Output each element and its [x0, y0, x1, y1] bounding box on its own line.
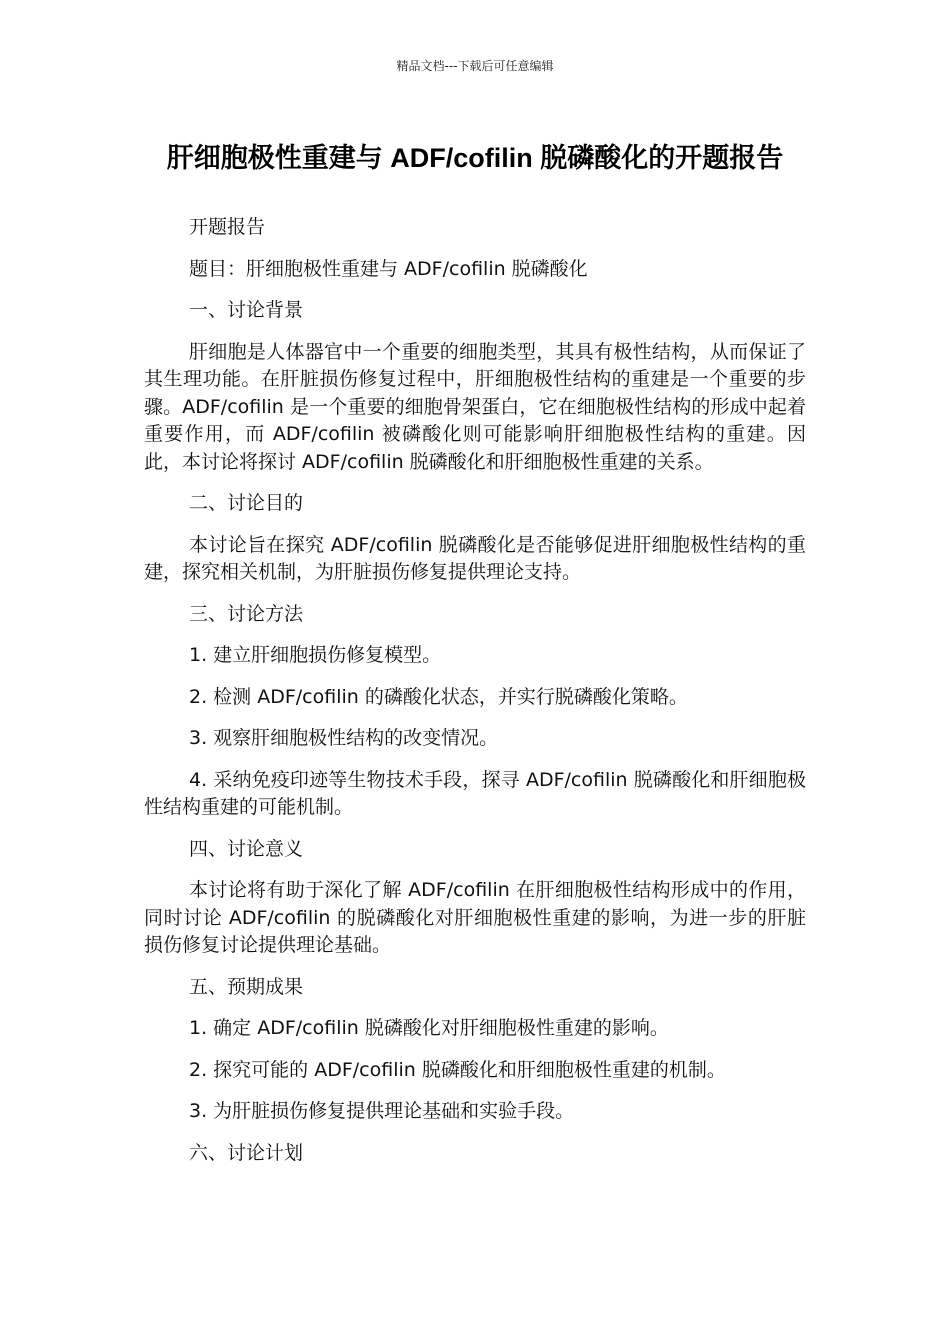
- section-heading-plan: 六、讨论计划: [189, 1141, 304, 1164]
- section-heading-significance: 四、讨论意义: [189, 837, 304, 860]
- document-body: [144, 214, 806, 1181]
- outcome-item-3: 3. 为肝脏损伤修复提供理论基础和实验手段。: [189, 1100, 575, 1122]
- method-item-2: 2. 检测 ADF/cofilin 的磷酸化状态，并实行脱磷酸化策略。: [189, 685, 688, 708]
- header-note: 精品文档---下载后可任意编辑: [396, 59, 554, 73]
- section-heading-purpose: 二、讨论目的: [189, 492, 304, 514]
- section-heading-background: 一、讨论背景: [189, 299, 304, 321]
- purpose-paragraph: 本讨论旨在探究 ADF/cofilin 脱磷酸化是否能够促进肝细胞极性结构的重建，探究相关机制，为肝脏损伤修复提供理论支持。: [144, 533, 806, 583]
- document-title: 肝细胞极性重建与 ADF/cofilin 脱磷酸化的开题报告: [166, 143, 784, 173]
- method-item-4: 4. 采纳免疫印迹等生物技术手段，探寻 ADF/cofilin 脱磷酸化和肝细胞极性结构重建的可能机制。: [144, 768, 806, 818]
- report-label: 开题报告: [189, 216, 266, 238]
- significance-paragraph: 本讨论将有助于深化了解 ADF/cofilin 在肝细胞极性结构形成中的作用，同时讨论 ADF/cofilin 的脱磷酸化对肝细胞极性重建的影响，为进一步的肝脏损伤修复讨论提供理论基础。: [144, 879, 806, 956]
- section-heading-methods: 三、讨论方法: [189, 602, 304, 625]
- outcome-item-2: 2. 探究可能的 ADF/cofilin 脱磷酸化和肝细胞极性重建的机制。: [189, 1058, 726, 1081]
- background-paragraph: 肝细胞是人体器官中一个重要的细胞类型，其具有极性结构，从而保证了其生理功能。在肝脏损伤修复过程中，肝细胞极性结构的重建是一个重要的步骤。ADF/cofilin 是一个重要的细胞骨架蛋白，它在细胞极性结构的形成中起着重要作用，而 ADF/cofilin 被磷酸化则可能影响肝细胞极性结构的重建。因此，本讨论将探讨 ADF/cofilin 脱磷酸化和肝细胞极性重建的关系。: [144, 340, 806, 473]
- outcome-item-1: 1. 确定 ADF/cofilin 脱磷酸化对肝细胞极性重建的影响。: [189, 1017, 669, 1039]
- section-heading-outcomes: 五、预期成果: [189, 975, 304, 998]
- method-item-1: 1. 建立肝细胞损伤修复模型。: [189, 644, 442, 666]
- report-topic: 题目：肝细胞极性重建与 ADF/cofilin 脱磷酸化: [189, 257, 588, 280]
- method-item-3: 3. 观察肝细胞极性结构的改变情况。: [189, 727, 499, 749]
